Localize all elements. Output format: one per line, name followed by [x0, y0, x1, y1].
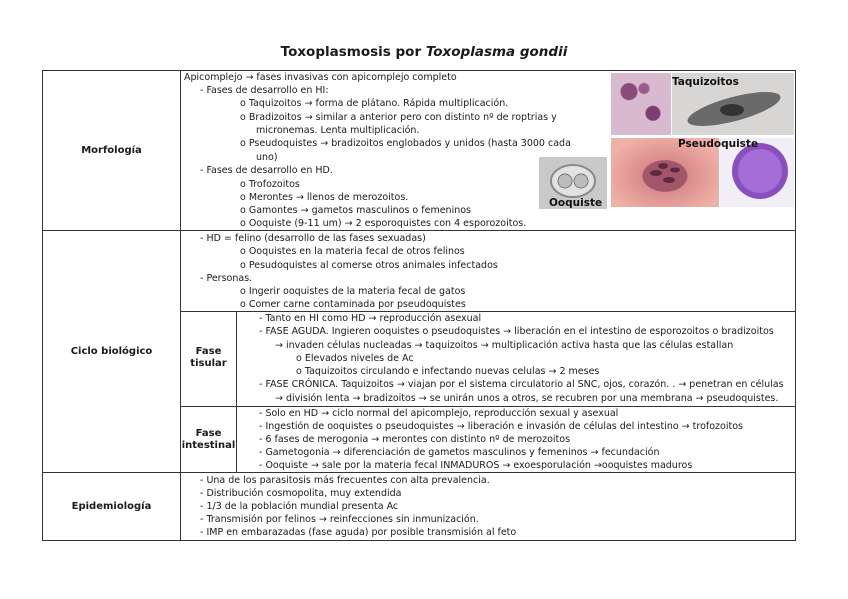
epidemiologia-line: - IMP en embarazadas (fase aguda) por posible transmisión al feto: [200, 527, 517, 538]
column-divider: [180, 70, 181, 541]
label-ciclo-biologico: Ciclo biológico: [70, 346, 153, 357]
document-title: Toxoplasmosis por Toxoplasma gondii: [280, 44, 568, 60]
morfologia-line: o Pseudoquistes → bradizoitos englobados y unidos (hasta 3000 cada: [240, 138, 571, 149]
label-fase-intestinal: Fase intestinal: [181, 428, 236, 451]
morfologia-line: o Bradizoitos → similar a anterior pero con distinto nº de roptrias y: [240, 112, 557, 123]
tisular-line: o Elevados niveles de Ac: [296, 353, 414, 364]
morfologia-line: - Fases de desarrollo en HI:: [200, 85, 329, 96]
tisular-line: - FASE AGUDA. Ingieren ooquistes o pseudoquistes → liberación en el intestino de esporozoitos o bradizoitos: [259, 326, 774, 337]
table-border-right: [795, 70, 796, 541]
epidemiologia-line: - Transmisión por felinos → reinfecciones sin inmunización.: [200, 514, 479, 525]
intestinal-line: - Solo en HD → ciclo normal del apicomplejo, reproducción sexual y asexual: [259, 408, 619, 419]
morfologia-line: o Merontes → llenos de merozoitos.: [240, 192, 409, 203]
ciclo-line: o Ingerir ooquistes de la materia fecal de gatos: [240, 286, 466, 297]
ciclo-line: o Comer carne contaminada por pseudoquistes: [240, 299, 466, 310]
morfologia-line: o Taquizoitos → forma de plátano. Rápida multiplicación.: [240, 98, 509, 109]
ciclo-line: - HD = felino (desarrollo de las fases sexuadas): [200, 233, 426, 244]
morfologia-line: Apicomplejo → fases invasivas con apicomplejo completo: [184, 72, 457, 83]
table-border-left: [42, 70, 43, 541]
tisular-line: o Taquizoitos circulando e infectando nuevas celulas → 2 meses: [296, 366, 600, 377]
species-name: Toxoplasma gondii: [425, 44, 568, 60]
morfologia-line: uno): [256, 152, 278, 163]
table-border-bottom: [42, 540, 796, 541]
intestinal-line: - Gametogonia → diferenciación de gametos masculinos y femeninos → fecundación: [259, 447, 660, 458]
epidemiologia-line: - 1/3 de la población mundial presenta Ac: [200, 501, 399, 512]
tisular-line: → invaden células nucleadas → taquizoitos → multiplicación activa hasta que las células estallan: [275, 340, 734, 351]
taquizoitos-image: [611, 73, 671, 135]
ciclo-line: - Personas.: [200, 273, 253, 284]
tisular-line: - FASE CRÓNICA. Taquizoitos → viajan por el sistema circulatorio al SNC, ojos, corazón. . → penetran en células: [259, 379, 784, 390]
intestinal-line: - 6 fases de merogonia → merontes con distinto nº de merozoitos: [259, 434, 571, 445]
intestinal-line: - Ingestión de ooquistes o pseudoquistes → liberación e invasión de células del intestino → trofozoitos: [259, 421, 743, 432]
subcolumn-divider: [236, 311, 237, 473]
morfologia-line: - Fases de desarrollo en HD.: [200, 165, 333, 176]
morfologia-line: o Trofozoitos: [240, 179, 300, 190]
label-fase-tisular: Fase tisular: [190, 346, 227, 369]
morfologia-line: o Gamontes → gametos masculinos o femeninos: [240, 205, 471, 216]
morfologia-line: o Ooquiste (9-11 um) → 2 esporoquistes con 4 esporozoitos.: [240, 218, 527, 229]
morfologia-line: micronemas. Lenta multiplicación.: [256, 125, 420, 136]
ooquiste-label: Ooquiste: [549, 197, 603, 209]
epidemiologia-line: - Una de los parasitosis más frecuentes con alta prevalencia.: [200, 475, 490, 486]
label-epidemiologia: Epidemiología: [71, 501, 152, 512]
intestinal-line: - Ooquiste → sale por la materia fecal INMADUROS → exoesporulación →ooquistes maduros: [259, 460, 693, 471]
taquizoitos-label: Taquizoitos: [672, 76, 739, 88]
epidemiologia-line: - Distribución cosmopolita, muy extendida: [200, 488, 402, 499]
ciclo-line: o Ooquistes en la materia fecal de otros felinos: [240, 246, 465, 257]
tisular-line: - Tanto en HI como HD → reproducción asexual: [259, 313, 482, 324]
pseudoquiste-label: Pseudoquiste: [678, 138, 759, 150]
label-morfologia: Morfología: [81, 145, 142, 156]
ciclo-line: o Pesudoquistes al comerse otros animales infectados: [240, 260, 498, 271]
tisular-line: → división lenta → bradizoitos → se unirán unos a otros, se recubren por una membrana → pseudoquistes.: [275, 393, 779, 404]
